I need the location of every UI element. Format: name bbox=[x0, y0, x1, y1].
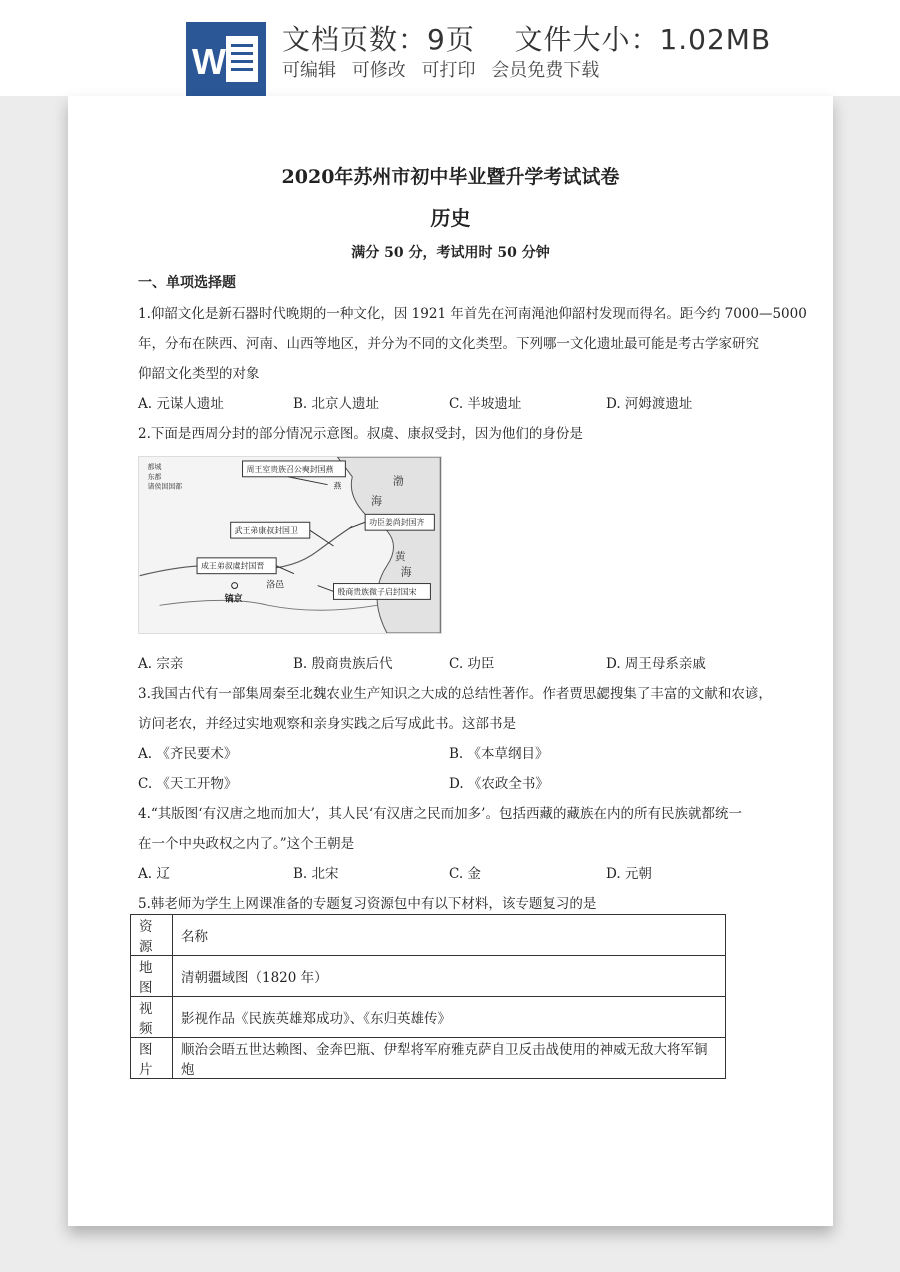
svg-text:W: W bbox=[192, 41, 226, 82]
q1-option-c: C. 半坡遗址 bbox=[449, 396, 522, 412]
q2-option-b: B. 殷商贵族后代 bbox=[293, 656, 393, 672]
table-cell: 资源 bbox=[131, 915, 173, 956]
feature-list bbox=[282, 56, 609, 82]
table-cell: 图片 bbox=[131, 1038, 173, 1079]
svg-text:诸侯国国都: 诸侯国国都 bbox=[147, 482, 183, 491]
q3-option-c: C. 《天工开物》 bbox=[138, 776, 238, 792]
svg-text:功臣姜尚封国齐: 功臣姜尚封国齐 bbox=[369, 518, 425, 528]
q1-line-2: 年，分布在陕西、河南、山西等地区，并分为不同的文化类型。下列哪一文化遗址最可能是考古学家研究 bbox=[138, 336, 759, 352]
q2-option-c: C. 功臣 bbox=[449, 656, 495, 672]
svg-text:武王弟康叔封国卫: 武王弟康叔封国卫 bbox=[234, 526, 298, 536]
q1-option-b: B. 北京人遗址 bbox=[293, 396, 380, 412]
svg-text:殷商贵族微子启封国宋: 殷商贵族微子启封国宋 bbox=[337, 587, 417, 597]
exam-subject: 历史 bbox=[430, 206, 471, 230]
svg-text:东都: 东都 bbox=[147, 472, 162, 481]
score-info: 满分 50 分，考试用时 50 分钟 bbox=[351, 245, 550, 261]
q4-option-a: A. 辽 bbox=[138, 866, 170, 882]
page-count: 文档页数：9页 bbox=[282, 23, 475, 56]
q3-option-a: A. 《齐民要术》 bbox=[138, 746, 238, 762]
table-cell: 视频 bbox=[131, 997, 173, 1038]
table-cell: 清朝疆域图（1820 年） bbox=[173, 956, 726, 997]
q4-option-d: D. 元朝 bbox=[606, 866, 652, 882]
feature-printable: 可打印 bbox=[421, 60, 476, 81]
table-row bbox=[131, 1038, 726, 1079]
svg-text:海: 海 bbox=[400, 565, 412, 579]
q3-option-b: B. 《本草纲目》 bbox=[449, 746, 549, 762]
svg-text:都城: 都城 bbox=[147, 462, 162, 471]
q2-option-d: D. 周王母系亲戚 bbox=[606, 656, 706, 672]
svg-text:周王室贵族召公奭封国燕: 周王室贵族召公奭封国燕 bbox=[246, 464, 334, 474]
resource-table bbox=[130, 914, 726, 1079]
feature-member-download: 会员免费下载 bbox=[491, 60, 600, 81]
q4-line-1: 4.“其版图‘有汉唐之地而加大’，其人民‘有汉唐之民而加多’。包括西藏的藏族在内的所有民族就都统一 bbox=[138, 806, 742, 822]
svg-text:黄: 黄 bbox=[394, 549, 406, 563]
feature-editable: 可编辑 bbox=[282, 60, 336, 81]
download-banner bbox=[0, 0, 900, 96]
q4-line-2: 在一个中央政权之内了。”这个王朝是 bbox=[138, 836, 355, 852]
q2-stem: 2.下面是西周分封的部分情况示意图。叔虞、康叔受封，因为他们的身份是 bbox=[138, 426, 583, 442]
q4-option-b: B. 北宋 bbox=[293, 866, 339, 882]
table-row bbox=[131, 997, 726, 1038]
q1-line-3: 仰韶文化类型的对象 bbox=[138, 366, 260, 382]
table-row bbox=[131, 956, 726, 997]
table-cell: 名称 bbox=[173, 915, 726, 956]
svg-text:成王弟叔虞封国晋: 成王弟叔虞封国晋 bbox=[201, 561, 265, 571]
table-row bbox=[131, 915, 726, 956]
svg-text:洛邑: 洛邑 bbox=[266, 580, 285, 591]
q1-line-1: 1.仰韶文化是新石器时代晚期的一种文化，因 1921 年首先在河南渑池仰韶村发现而得名。距今约 7000—5000 bbox=[138, 306, 807, 322]
q5-stem: 5.韩老师为学生上网课准备的专题复习资源包中有以下材料，该专题复习的是 bbox=[138, 896, 597, 912]
svg-text:渤: 渤 bbox=[392, 474, 404, 488]
western-zhou-fief-map bbox=[138, 456, 442, 634]
exam-title: 2020年苏州市初中毕业暨升学考试试卷 bbox=[281, 166, 620, 188]
table-cell: 地图 bbox=[131, 956, 173, 997]
q3-line-1: 3.我国古代有一部集周秦至北魏农业生产知识之大成的总结性著作。作者贾思勰搜集了丰富的文献和农谚， bbox=[138, 686, 772, 702]
word-document-icon bbox=[186, 22, 266, 96]
feature-modifiable: 可修改 bbox=[351, 60, 406, 81]
svg-text:镐京: 镐京 bbox=[224, 594, 243, 605]
file-size: 文件大小：1.02MB bbox=[514, 23, 772, 56]
q1-option-d: D. 河姆渡遗址 bbox=[606, 396, 693, 412]
table-cell: 顺治会晤五世达赖图、金奔巴瓶、伊犁将军府雅克萨自卫反击战使用的神威无敌大将军铜炮 bbox=[173, 1038, 726, 1079]
q3-line-2: 访问老农，并经过实地观察和亲身实践之后写成此书。这部书是 bbox=[138, 716, 516, 732]
q1-option-a: A. 元谋人遗址 bbox=[138, 396, 224, 412]
q2-option-a: A. 宗亲 bbox=[138, 656, 184, 672]
svg-text:燕: 燕 bbox=[333, 481, 342, 491]
table-cell: 影视作品《民族英雄郑成功》、《东归英雄传》 bbox=[173, 997, 726, 1038]
document-info bbox=[282, 18, 771, 58]
svg-text:海: 海 bbox=[371, 494, 382, 508]
document-page bbox=[68, 96, 833, 1226]
q3-option-d: D. 《农政全书》 bbox=[449, 776, 549, 792]
q4-option-c: C. 金 bbox=[449, 866, 481, 882]
section-heading: 一、单项选择题 bbox=[138, 275, 236, 291]
